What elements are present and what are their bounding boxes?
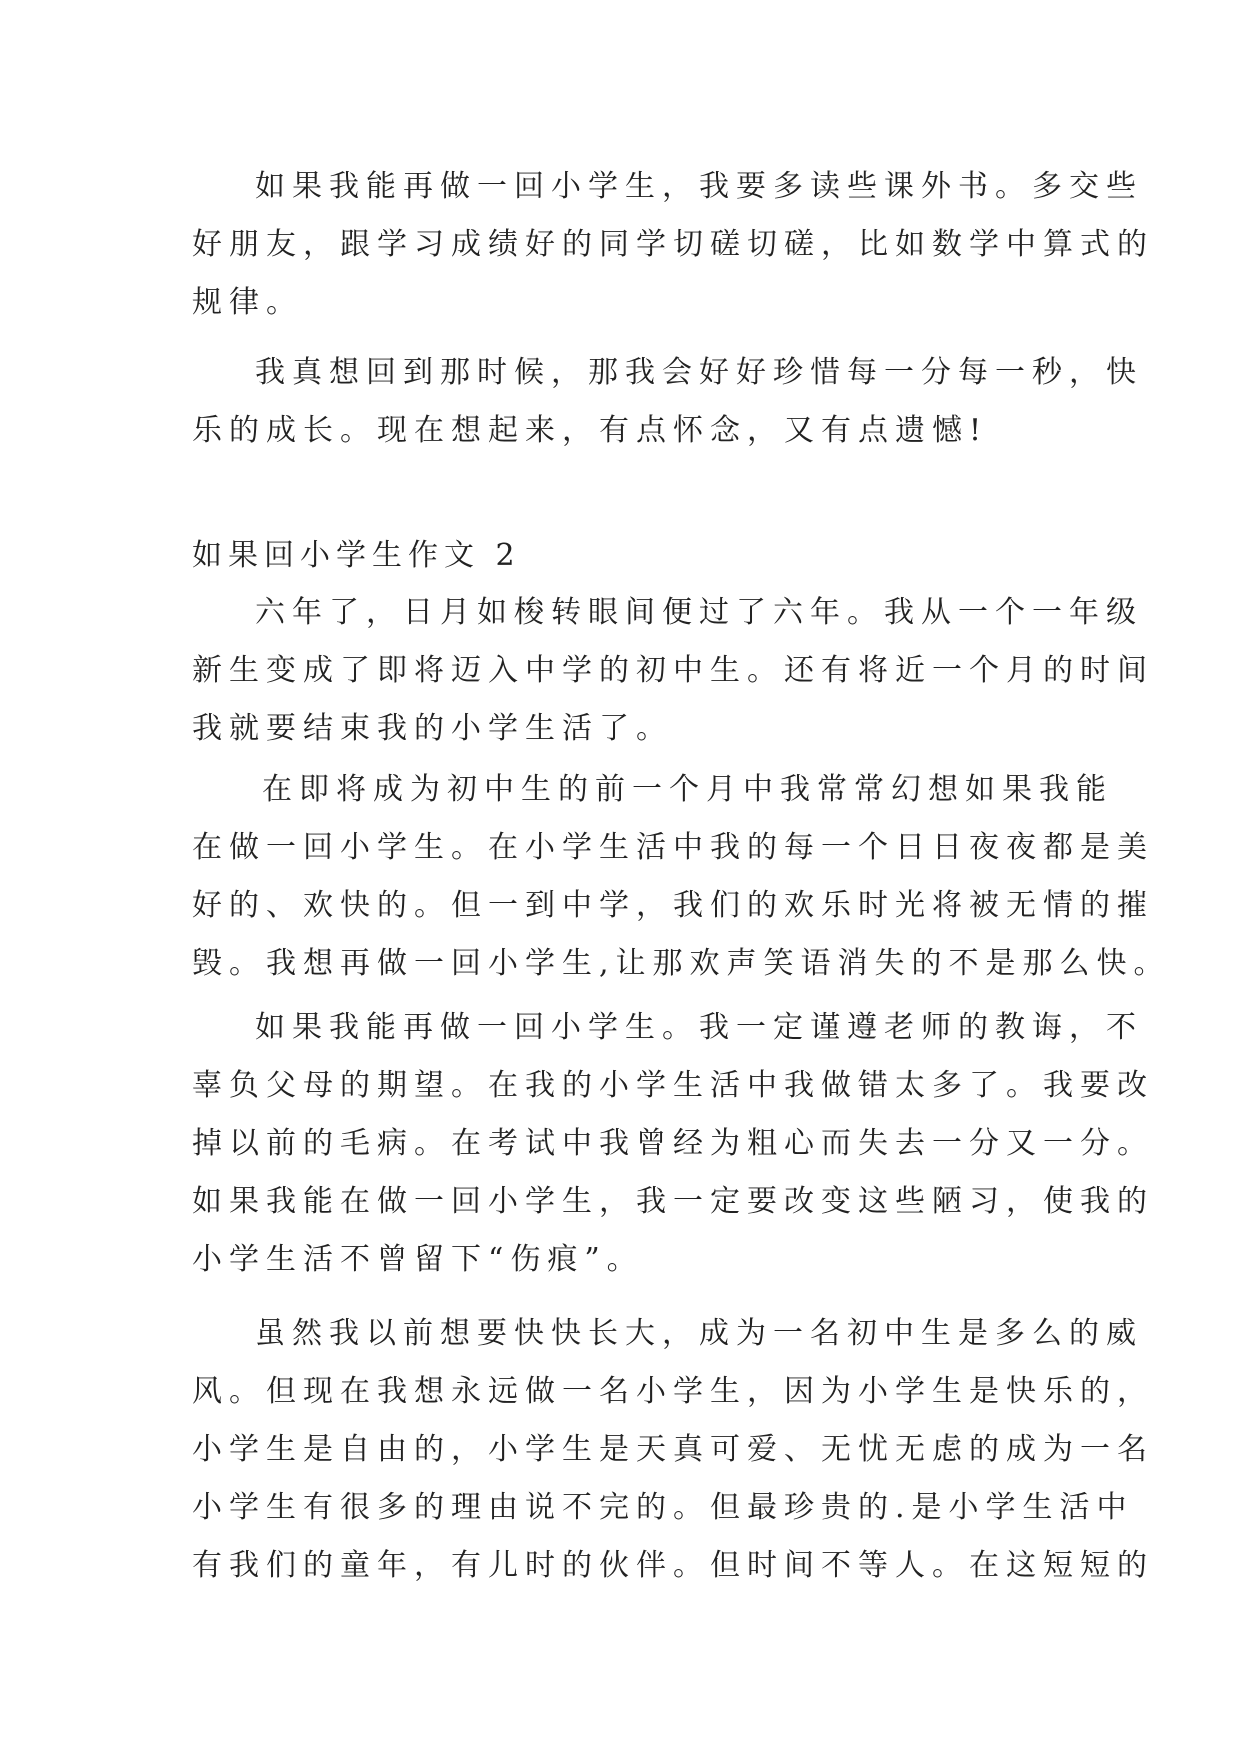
paragraph-line: 小学生活不曾留下“伤痕”。 xyxy=(192,1242,644,1277)
paragraph-line: 小学生有很多的理由说不完的。但最珍贵的.是小学生活中 xyxy=(192,1490,1134,1525)
section-heading: 如果回小学生作文 2 xyxy=(192,538,521,573)
paragraph-line: 规律。 xyxy=(192,285,303,320)
paragraph-line: 如果我能再做一回小学生。我一定谨遵老师的教诲，不 xyxy=(255,1010,1143,1045)
paragraph-line: 有我们的童年，有儿时的伙伴。但时间不等人。在这短短的 xyxy=(192,1548,1154,1583)
paragraph-line: 乐的成长。现在想起来，有点怀念，又有点遗憾! xyxy=(192,413,989,448)
paragraph-line: 掉以前的毛病。在考试中我曾经为粗心而失去一分又一分。 xyxy=(192,1126,1154,1161)
paragraph-line: 如果我能再做一回小学生，我要多读些课外书。多交些 xyxy=(255,169,1143,204)
paragraph-line: 虽然我以前想要快快长大，成为一名初中生是多么的威 xyxy=(255,1316,1143,1351)
paragraph-line: 好的、欢快的。但一到中学，我们的欢乐时光将被无情的摧 xyxy=(192,888,1154,923)
paragraph-line: 我就要结束我的小学生活了。 xyxy=(192,711,673,746)
paragraph-line: 在即将成为初中生的前一个月中我常常幻想如果我能 xyxy=(262,772,1113,807)
paragraph-line: 在做一回小学生。在小学生活中我的每一个日日夜夜都是美 xyxy=(192,830,1154,865)
paragraph-line: 好朋友，跟学习成绩好的同学切磋切磋，比如数学中算式的 xyxy=(192,227,1154,262)
paragraph-line: 小学生是自由的，小学生是天真可爱、无忧无虑的成为一名 xyxy=(192,1432,1154,1467)
paragraph-line: 我真想回到那时候，那我会好好珍惜每一分每一秒，快 xyxy=(255,355,1143,390)
paragraph-line: 辜负父母的期望。在我的小学生活中我做错太多了。我要改 xyxy=(192,1068,1154,1103)
paragraph-line: 如果我能在做一回小学生，我一定要改变这些陋习，使我的 xyxy=(192,1184,1154,1219)
paragraph-line: 六年了，日月如梭转眼间便过了六年。我从一个一年级 xyxy=(255,595,1143,630)
paragraph-line: 风。但现在我想永远做一名小学生，因为小学生是快乐的， xyxy=(192,1374,1154,1409)
paragraph-line: 新生变成了即将迈入中学的初中生。还有将近一个月的时间 xyxy=(192,653,1154,688)
paragraph-line: 毁。我想再做一回小学生,让那欢声笑语消失的不是那么快。 xyxy=(192,946,1171,981)
